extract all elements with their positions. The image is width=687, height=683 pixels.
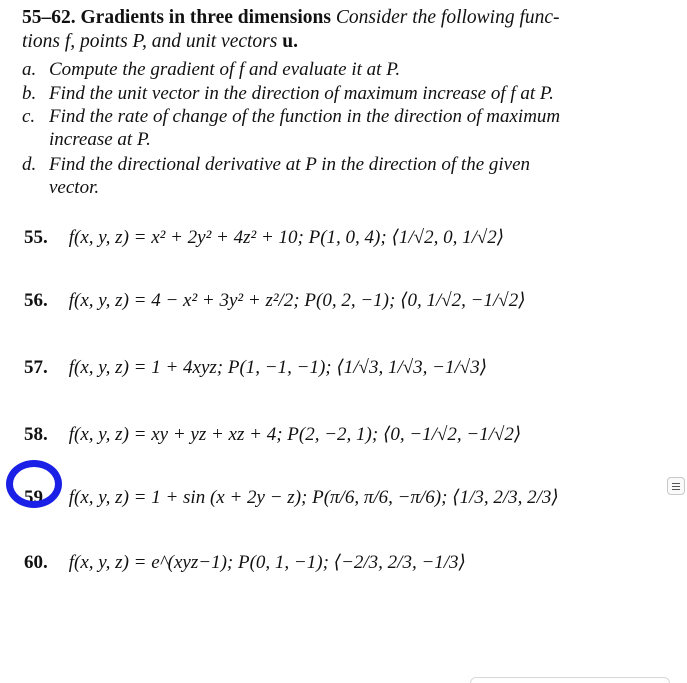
exercise-title: Gradients in three dimensions [80, 7, 331, 28]
task-c [22, 105, 642, 151]
problem-vector: ⟨−2/3, 2/3, −1/3⟩ [333, 552, 466, 573]
problem-60 [24, 551, 466, 574]
bottom-panel-edge [470, 677, 670, 683]
task-a [22, 58, 642, 81]
intro-tions: tions [22, 31, 60, 52]
problem-point: P(2, −2, 1); [287, 424, 379, 445]
problem-vector: ⟨1/√2, 0, 1/√2⟩ [391, 227, 505, 248]
task-text: Find the directional derivative at P in the direction of the given [49, 154, 531, 175]
problem-number: 58. [24, 424, 48, 445]
intro-P: P, [132, 31, 147, 52]
problem-highlight-circle [6, 460, 62, 508]
task-text-cont: increase at P. [49, 129, 151, 150]
problem-vector: ⟨0, 1/√2, −1/√2⟩ [400, 290, 526, 311]
problem-vector: ⟨1/√3, 1/√3, −1/√3⟩ [336, 357, 488, 378]
problem-number: 56. [24, 290, 48, 311]
intro-and: and unit vectors [151, 31, 278, 52]
task-label: a. [22, 59, 37, 80]
problem-function: f(x, y, z) = x² + 2y² + 4z² + 10; [68, 227, 304, 248]
problem-function: f(x, y, z) = 1 + 4xyz; [68, 357, 224, 378]
problem-56 [24, 289, 526, 312]
task-d [22, 153, 642, 199]
problem-59 [24, 486, 559, 509]
problem-point: P(0, 2, −1); [304, 290, 396, 311]
problem-number: 59. [24, 487, 48, 508]
problem-point: P(1, 0, 4); [308, 227, 387, 248]
problem-vector: ⟨1/3, 2/3, 2/3⟩ [452, 487, 559, 508]
problem-number: 55. [24, 227, 48, 248]
task-label: b. [22, 83, 37, 104]
problem-58 [24, 423, 521, 446]
problem-point: P(0, 1, −1); [237, 552, 329, 573]
task-text: Compute the gradient of f and evaluate it at P. [49, 59, 401, 80]
problem-55 [24, 226, 504, 249]
problem-function: f(x, y, z) = xy + yz + xz + 4; [68, 424, 283, 445]
exercise-heading [22, 6, 662, 54]
problem-point: P(1, −1, −1); [227, 357, 332, 378]
problem-function: f(x, y, z) = e^(xyz−1); [68, 552, 234, 573]
hamburger-menu-icon[interactable] [667, 477, 685, 495]
task-label: d. [22, 154, 37, 175]
intro-points: points [79, 31, 128, 52]
task-label: c. [22, 106, 36, 127]
problem-function: f(x, y, z) = 4 − x² + 3y² + z²/2; [68, 290, 300, 311]
problem-function: f(x, y, z) = 1 + sin (x + 2y − z); [68, 487, 308, 508]
intro-line1: Consider the following func- [335, 7, 560, 28]
task-b [22, 82, 642, 105]
task-text-cont: vector. [49, 177, 100, 198]
problem-number: 60. [24, 552, 48, 573]
intro-f: f, [64, 31, 76, 52]
task-text: Find the unit vector in the direction of maximum increase of f at P. [49, 83, 554, 104]
problem-number: 57. [24, 357, 48, 378]
exercise-range: 55–62. [22, 7, 76, 28]
problem-vector: ⟨0, −1/√2, −1/√2⟩ [382, 424, 522, 445]
problem-57 [24, 356, 487, 379]
problem-point: P(π/6, π/6, −π/6); [312, 487, 448, 508]
intro-u: u. [282, 31, 298, 52]
task-text: Find the rate of change of the function in the direction of maximum [49, 106, 561, 127]
